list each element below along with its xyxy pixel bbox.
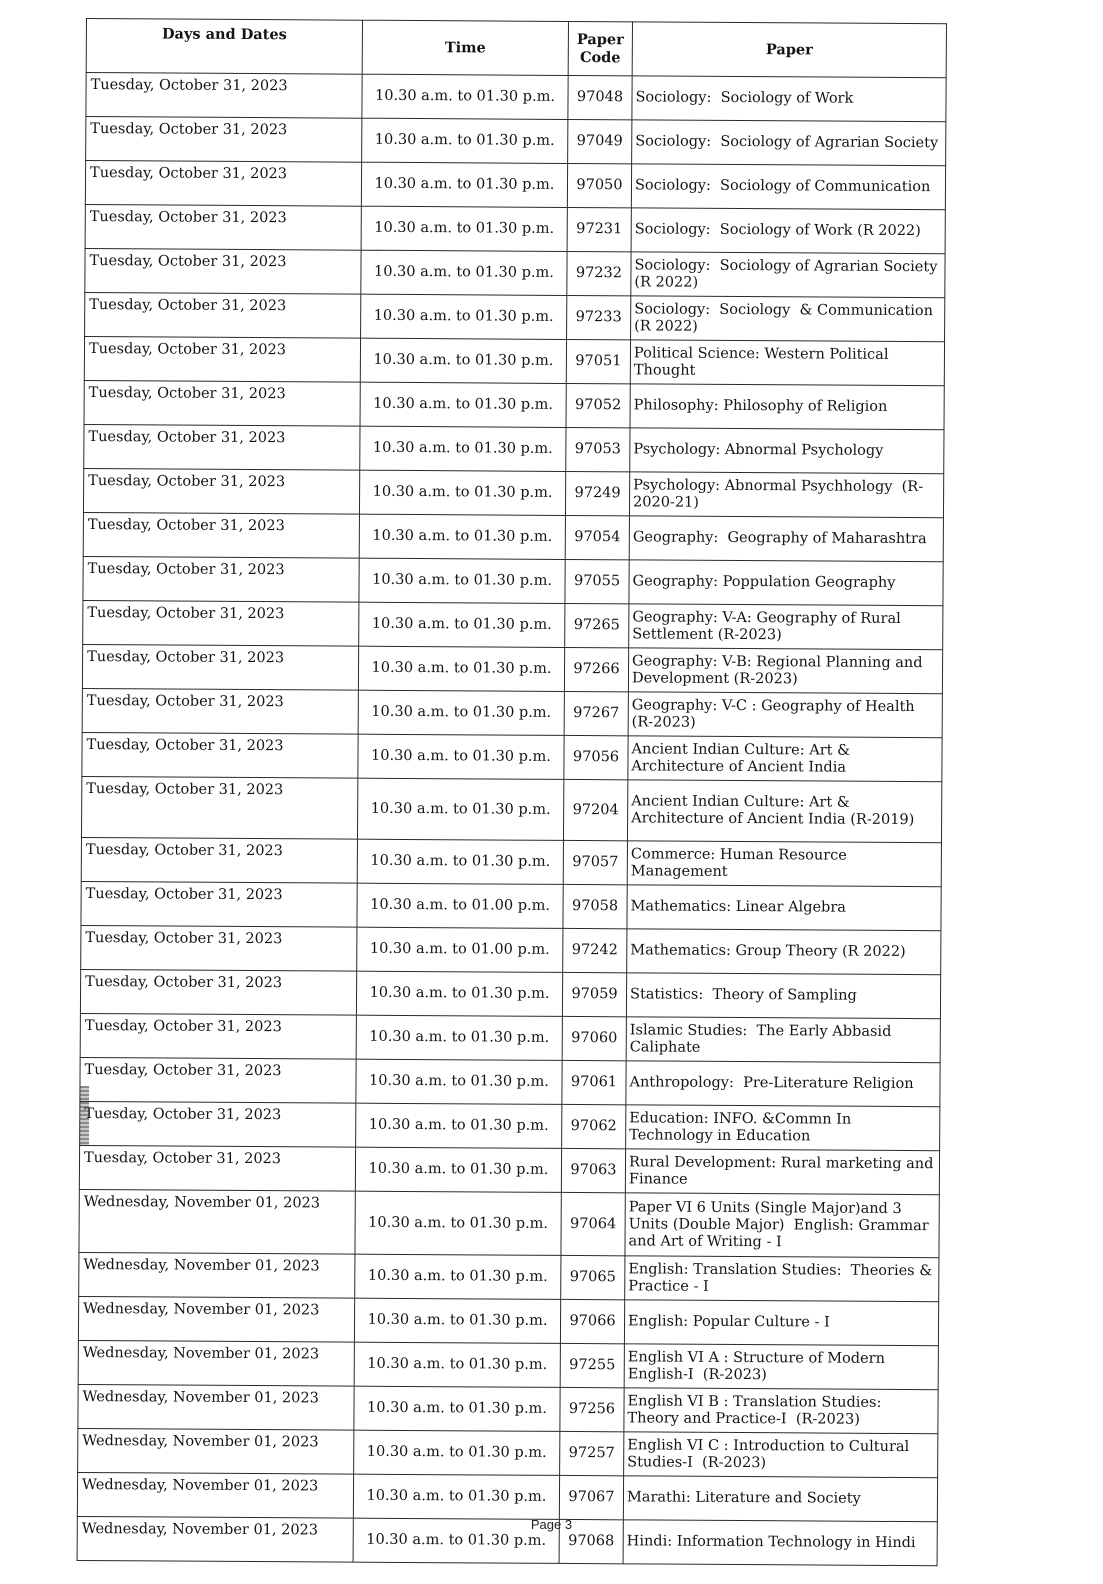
cell-time: 10.30 a.m. to 01.30 p.m. xyxy=(355,1191,561,1255)
cell-time: 10.30 a.m. to 01.30 p.m. xyxy=(361,250,567,295)
table-row xyxy=(86,117,946,166)
cell-paper-code: 97233 xyxy=(567,295,631,339)
table-row xyxy=(84,336,944,385)
cell-date: Wednesday, November 01, 2023 xyxy=(78,1384,354,1430)
cell-paper-code: 97068 xyxy=(559,1519,623,1563)
cell-time: 10.30 a.m. to 01.30 p.m. xyxy=(360,338,566,383)
cell-date: Wednesday, November 01, 2023 xyxy=(79,1252,355,1298)
cell-paper: English VI B : Translation Studies: Theory and Practice-I (R-2023) xyxy=(624,1388,938,1434)
cell-date: Tuesday, October 31, 2023 xyxy=(85,161,361,207)
cell-time: 10.30 a.m. to 01.30 p.m. xyxy=(356,1059,562,1104)
cell-time: 10.30 a.m. to 01.30 p.m. xyxy=(358,646,564,691)
cell-paper: Sociology: Sociology & Communication (R 2022) xyxy=(631,296,945,342)
cell-date: Tuesday, October 31, 2023 xyxy=(81,837,357,883)
cell-paper-code: 97066 xyxy=(560,1299,624,1343)
table-header xyxy=(86,19,946,78)
cell-date: Tuesday, October 31, 2023 xyxy=(79,1145,355,1191)
cell-paper-code: 97265 xyxy=(565,603,629,647)
cell-time: 10.30 a.m. to 01.30 p.m. xyxy=(359,470,565,515)
table-row xyxy=(84,424,944,473)
timetable-table xyxy=(77,18,947,1566)
cell-paper: Anthropology: Pre-Literature Religion xyxy=(626,1061,940,1107)
cell-date: Tuesday, October 31, 2023 xyxy=(83,512,359,558)
cell-date: Tuesday, October 31, 2023 xyxy=(84,336,360,382)
cell-paper: Rural Development: Rural marketing and Finance xyxy=(625,1149,939,1195)
cell-paper: Sociology: Sociology of Agrarian Society (R 2022) xyxy=(631,252,945,298)
cell-paper-code: 97061 xyxy=(562,1060,626,1104)
cell-date: Wednesday, November 01, 2023 xyxy=(77,1516,353,1562)
cell-paper: Political Science: Western Political Thought xyxy=(630,340,944,386)
table-row xyxy=(80,1013,940,1062)
cell-time: 10.30 a.m. to 01.30 p.m. xyxy=(361,294,567,339)
cell-time: 10.30 a.m. to 01.30 p.m. xyxy=(355,1254,561,1299)
table-row xyxy=(79,1252,939,1301)
cell-paper: Ancient Indian Culture: Art & Architecture of Ancient India xyxy=(628,736,942,782)
cell-date: Tuesday, October 31, 2023 xyxy=(85,292,361,338)
cell-paper: Geography: Poppulation Geography xyxy=(629,560,943,606)
table-row xyxy=(78,1428,938,1477)
table-row xyxy=(79,1145,939,1194)
page-number: Page 3 xyxy=(530,1517,573,1532)
table-row xyxy=(83,600,943,649)
cell-date: Tuesday, October 31, 2023 xyxy=(86,117,362,163)
cell-paper: Hindi: Information Technology in Hindi xyxy=(623,1520,937,1566)
cell-date: Wednesday, November 01, 2023 xyxy=(78,1296,354,1342)
table-row xyxy=(79,1189,939,1257)
cell-paper: Sociology: Sociology of Communication xyxy=(631,164,945,210)
header-paper-code: Paper Code xyxy=(568,21,632,75)
table-row xyxy=(82,732,942,781)
table-row xyxy=(78,1340,938,1389)
cell-paper: Psychology: Abnormal Psychology xyxy=(630,428,944,474)
cell-date: Tuesday, October 31, 2023 xyxy=(82,688,358,734)
cell-date: Tuesday, October 31, 2023 xyxy=(81,776,357,839)
cell-time: 10.30 a.m. to 01.30 p.m. xyxy=(356,1103,562,1148)
cell-paper-code: 97056 xyxy=(564,735,628,779)
cell-paper: English VI C : Introduction to Cultural Studies-I (R-2023) xyxy=(624,1432,938,1478)
table-row xyxy=(80,1057,940,1106)
cell-paper-code: 97062 xyxy=(562,1104,626,1148)
cell-paper-code: 97048 xyxy=(568,75,632,119)
cell-paper-code: 97063 xyxy=(561,1148,625,1192)
cell-time: 10.30 a.m. to 01.30 p.m. xyxy=(356,1015,562,1060)
cell-paper-code: 97051 xyxy=(566,339,630,383)
cell-paper-code: 97232 xyxy=(567,251,631,295)
cell-time: 10.30 a.m. to 01.30 p.m. xyxy=(357,778,563,840)
table-row xyxy=(86,73,946,122)
table-row xyxy=(81,925,941,974)
cell-paper: Paper VI 6 Units (Single Major)and 3 Units (Double Major) English: Grammar and Art of Writing - I xyxy=(625,1193,939,1258)
cell-paper: Geography: Geography of Maharashtra xyxy=(629,516,943,562)
table-row xyxy=(82,688,942,737)
cell-date: Tuesday, October 31, 2023 xyxy=(82,732,358,778)
cell-date: Wednesday, November 01, 2023 xyxy=(79,1189,355,1254)
cell-date: Wednesday, November 01, 2023 xyxy=(78,1428,354,1474)
cell-paper: Sociology: Sociology of Work (R 2022) xyxy=(631,208,945,254)
cell-paper-code: 97242 xyxy=(563,928,627,972)
cell-paper: Statistics: Theory of Sampling xyxy=(626,973,940,1019)
cell-paper-code: 97057 xyxy=(563,840,627,884)
cell-date: Tuesday, October 31, 2023 xyxy=(83,468,359,514)
cell-time: 10.30 a.m. to 01.30 p.m. xyxy=(354,1386,560,1431)
cell-paper-code: 97249 xyxy=(565,471,629,515)
cell-time: 10.30 a.m. to 01.30 p.m. xyxy=(356,971,562,1016)
cell-paper: Commerce: Human Resource Management xyxy=(627,841,941,887)
table-row xyxy=(81,881,941,930)
cell-time: 10.30 a.m. to 01.30 p.m. xyxy=(357,839,563,884)
cell-paper: Geography: V-C : Geography of Health (R-2023) xyxy=(628,692,942,738)
cell-paper: Psychology: Abnormal Psychhology (R-2020-21) xyxy=(629,472,943,518)
cell-paper-code: 97267 xyxy=(564,691,628,735)
table-row xyxy=(83,468,943,517)
cell-time: 10.30 a.m. to 01.30 p.m. xyxy=(355,1147,561,1192)
cell-paper-code: 97053 xyxy=(566,427,630,471)
table-row xyxy=(80,969,940,1018)
cell-date: Wednesday, November 01, 2023 xyxy=(77,1472,353,1518)
cell-paper-code: 97052 xyxy=(566,383,630,427)
cell-time: 10.30 a.m. to 01.30 p.m. xyxy=(362,118,568,163)
table-row xyxy=(85,161,945,210)
cell-time: 10.30 a.m. to 01.30 p.m. xyxy=(361,206,567,251)
cell-time: 10.30 a.m. to 01.30 p.m. xyxy=(354,1430,560,1475)
cell-time: 10.30 a.m. to 01.30 p.m. xyxy=(353,1518,559,1563)
cell-time: 10.30 a.m. to 01.30 p.m. xyxy=(360,382,566,427)
table-row xyxy=(83,512,943,561)
table-row xyxy=(85,292,945,341)
cell-paper-code: 97266 xyxy=(564,647,628,691)
cell-paper: Mathematics: Linear Algebra xyxy=(627,885,941,931)
table-row xyxy=(83,556,943,605)
exam-timetable xyxy=(77,18,946,1566)
table-row xyxy=(78,1296,938,1345)
table-row xyxy=(80,1101,940,1150)
cell-date: Tuesday, October 31, 2023 xyxy=(83,556,359,602)
cell-paper-code: 97257 xyxy=(560,1431,624,1475)
cell-date: Tuesday, October 31, 2023 xyxy=(85,204,361,250)
cell-paper-code: 97055 xyxy=(565,559,629,603)
header-time: Time xyxy=(362,20,568,75)
cell-paper: Islamic Studies: The Early Abbasid Caliphate xyxy=(626,1017,940,1063)
cell-paper: Geography: V-B: Regional Planning and Development (R-2023) xyxy=(628,648,942,694)
header-row xyxy=(86,19,946,78)
cell-paper: Sociology: Sociology of Work xyxy=(632,76,946,122)
table-row xyxy=(82,644,942,693)
cell-paper-code: 97059 xyxy=(562,972,626,1016)
cell-time: 10.30 a.m. to 01.30 p.m. xyxy=(354,1342,560,1387)
cell-time: 10.30 a.m. to 01.00 p.m. xyxy=(357,883,563,928)
cell-paper: English: Translation Studies: Theories & Practice - I xyxy=(625,1256,939,1302)
cell-paper-code: 97067 xyxy=(559,1475,623,1519)
table-row xyxy=(85,204,945,253)
cell-time: 10.30 a.m. to 01.30 p.m. xyxy=(358,690,564,735)
cell-time: 10.30 a.m. to 01.30 p.m. xyxy=(359,514,565,559)
table-row xyxy=(81,776,941,842)
header-paper: Paper xyxy=(632,22,946,78)
table-row xyxy=(84,380,944,429)
cell-date: Tuesday, October 31, 2023 xyxy=(85,248,361,294)
cell-date: Tuesday, October 31, 2023 xyxy=(80,1057,356,1103)
cell-time: 10.30 a.m. to 01.30 p.m. xyxy=(361,162,567,207)
cell-date: Tuesday, October 31, 2023 xyxy=(80,1101,356,1147)
cell-date: Tuesday, October 31, 2023 xyxy=(80,1013,356,1059)
table-row xyxy=(78,1384,938,1433)
table-row xyxy=(81,837,941,886)
table-body xyxy=(77,73,946,1566)
cell-date: Tuesday, October 31, 2023 xyxy=(84,424,360,470)
cell-paper-code: 97060 xyxy=(562,1016,626,1060)
cell-paper-code: 97204 xyxy=(563,779,627,840)
cell-paper-code: 97065 xyxy=(561,1255,625,1299)
cell-date: Tuesday, October 31, 2023 xyxy=(81,925,357,971)
cell-paper: Marathi: Literature and Society xyxy=(623,1476,937,1522)
cell-paper-code: 97231 xyxy=(567,207,631,251)
cell-time: 10.30 a.m. to 01.30 p.m. xyxy=(359,558,565,603)
cell-date: Tuesday, October 31, 2023 xyxy=(81,881,357,927)
cell-date: Tuesday, October 31, 2023 xyxy=(82,644,358,690)
cell-time: 10.30 a.m. to 01.00 p.m. xyxy=(357,927,563,972)
cell-paper: English VI A : Structure of Modern English-I (R-2023) xyxy=(624,1344,938,1390)
table-row xyxy=(77,1472,937,1521)
cell-paper: Ancient Indian Culture: Art & Architecture of Ancient India (R-2019) xyxy=(627,780,941,843)
cell-time: 10.30 a.m. to 01.30 p.m. xyxy=(359,602,565,647)
cell-date: Tuesday, October 31, 2023 xyxy=(86,73,362,119)
cell-date: Tuesday, October 31, 2023 xyxy=(83,600,359,646)
cell-paper: Sociology: Sociology of Agrarian Society xyxy=(632,120,946,166)
cell-paper-code: 97049 xyxy=(568,119,632,163)
cell-paper-code: 97058 xyxy=(563,884,627,928)
cell-time: 10.30 a.m. to 01.30 p.m. xyxy=(360,426,566,471)
cell-paper: Mathematics: Group Theory (R 2022) xyxy=(627,929,941,975)
cell-paper-code: 97256 xyxy=(560,1387,624,1431)
cell-date: Tuesday, October 31, 2023 xyxy=(84,380,360,426)
cell-time: 10.30 a.m. to 01.30 p.m. xyxy=(362,74,568,119)
cell-paper-code: 97255 xyxy=(560,1343,624,1387)
cell-date: Wednesday, November 01, 2023 xyxy=(78,1340,354,1386)
cell-paper: Geography: V-A: Geography of Rural Settlement (R-2023) xyxy=(629,604,943,650)
cell-time: 10.30 a.m. to 01.30 p.m. xyxy=(358,734,564,779)
cell-paper-code: 97064 xyxy=(561,1192,625,1255)
cell-date: Tuesday, October 31, 2023 xyxy=(80,969,356,1015)
cell-time: 10.30 a.m. to 01.30 p.m. xyxy=(354,1298,560,1343)
table-row xyxy=(85,248,945,297)
cell-paper: Education: INFO. &Commn In Technology in Education xyxy=(626,1105,940,1151)
cell-time: 10.30 a.m. to 01.30 p.m. xyxy=(353,1474,559,1519)
cell-paper: English: Popular Culture - I xyxy=(624,1300,938,1346)
cell-paper: Philosophy: Philosophy of Religion xyxy=(630,384,944,430)
header-days-and-dates: Days and Dates xyxy=(86,19,362,75)
cell-paper-code: 97050 xyxy=(567,163,631,207)
cell-paper-code: 97054 xyxy=(565,515,629,559)
